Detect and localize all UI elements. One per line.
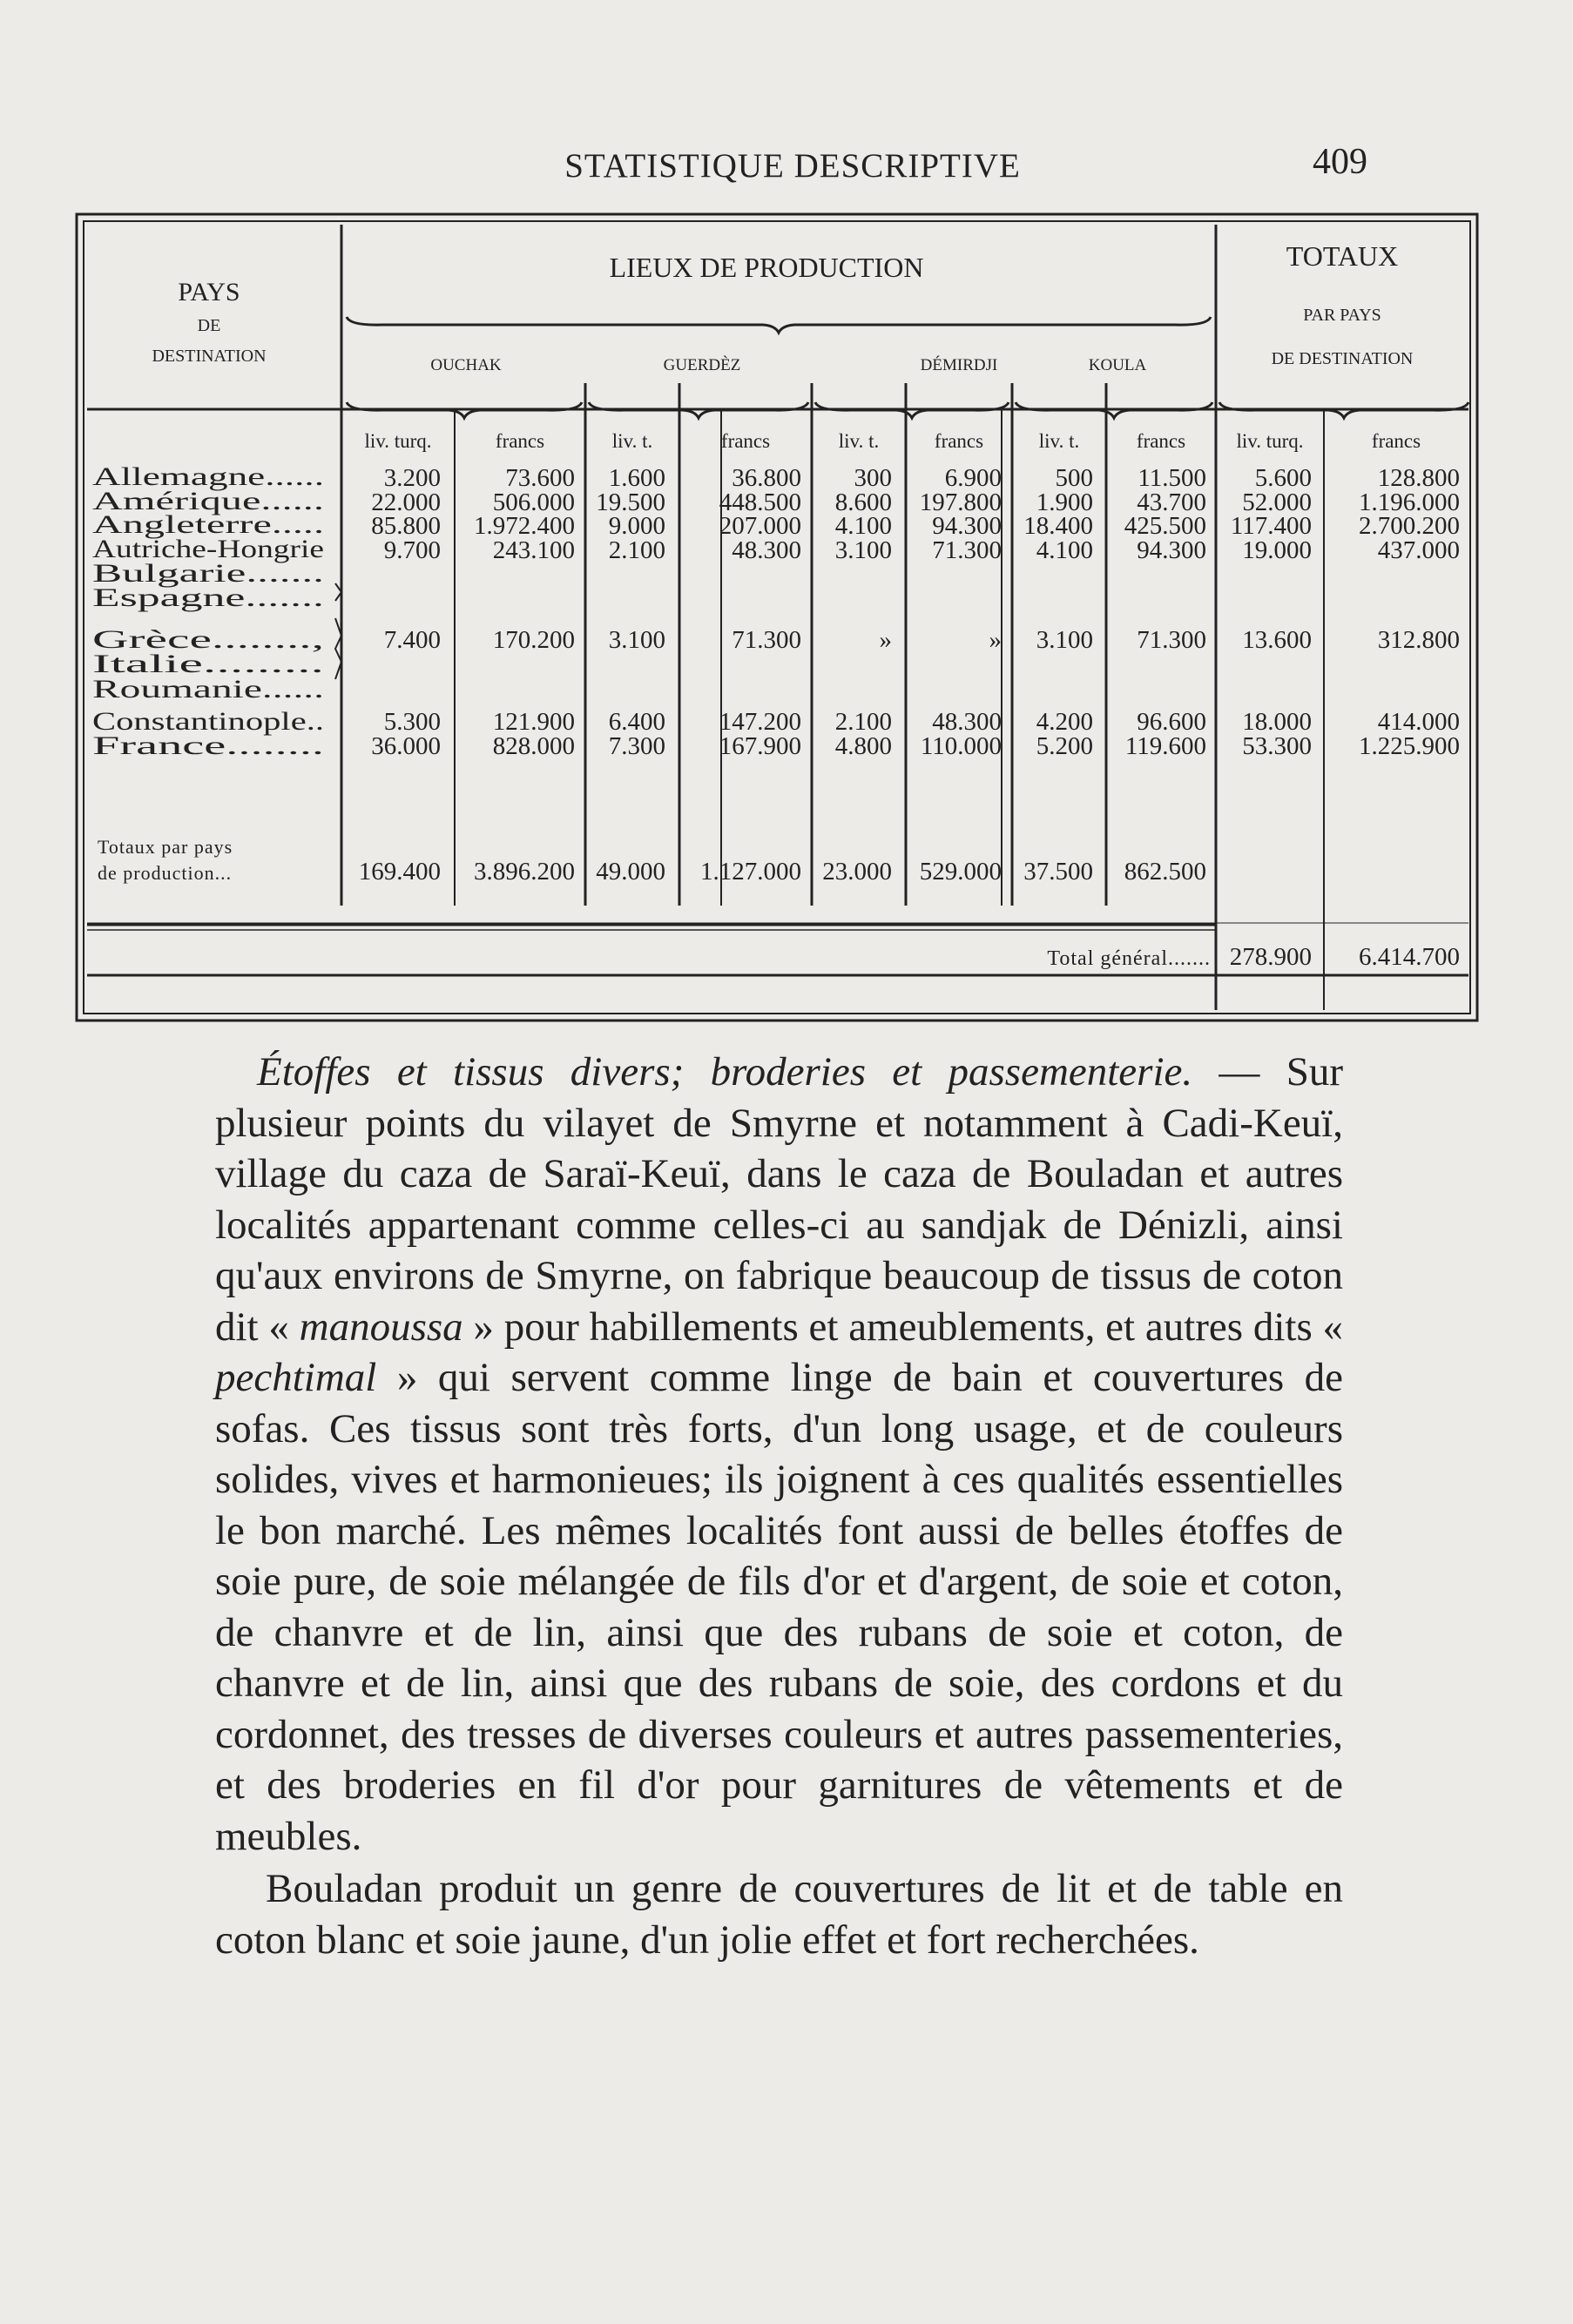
totals-cell: 1.127.000 <box>700 858 801 886</box>
running-title: STATISTIQUE DESCRIPTIVE <box>564 147 1021 185</box>
header-totaux: TOTAUX <box>1286 240 1399 272</box>
table-cell: 3.100 <box>608 626 665 654</box>
country-name: Autriche-Hongrie <box>92 535 324 563</box>
table-cell: 71.300 <box>932 536 1002 564</box>
table-cell: 2.100 <box>834 708 892 736</box>
header-de: DE <box>197 316 221 335</box>
grand-total-pounds: 278.900 <box>1229 943 1312 971</box>
header-pays: PAYS <box>178 278 240 306</box>
table-cell: 71.300 <box>732 626 801 654</box>
country-name: France........ <box>92 731 324 760</box>
term-manoussa: manoussa <box>299 1303 463 1350</box>
table-cell: 312.800 <box>1377 626 1460 654</box>
table-cell: 4.800 <box>834 732 892 760</box>
table-cell: 207.000 <box>719 512 801 540</box>
country-name: Angleterre..... <box>92 510 324 539</box>
table-cell: 53.300 <box>1242 732 1312 760</box>
country-name: Bulgarie....... <box>92 559 324 588</box>
table-cell: 2.700.200 <box>1359 512 1460 540</box>
header-par-pays: PAR PAYS <box>1303 306 1381 325</box>
table-cell: 448.500 <box>719 488 801 516</box>
totals-label: Totaux par pays <box>98 836 233 858</box>
table-cell: 11.500 <box>1138 464 1206 492</box>
table-cell: 4.100 <box>834 512 892 540</box>
table-cell: 7.300 <box>608 732 665 760</box>
header-lieux-production: LIEUX DE PRODUCTION <box>609 252 924 283</box>
unit-label: liv. turq. <box>364 430 432 452</box>
table-cell: 121.900 <box>492 708 575 736</box>
table-cell: 43.700 <box>1137 488 1206 516</box>
totals-cell: 862.500 <box>1124 858 1206 886</box>
country-name: Constantinople.. <box>92 707 324 736</box>
unit-label: francs <box>720 430 771 452</box>
table-cell: 48.300 <box>932 708 1002 736</box>
table-cell: 7.400 <box>383 626 441 654</box>
table-cell: 1.972.400 <box>474 512 575 540</box>
table-cell: 9.000 <box>608 512 665 540</box>
table-cell: 128.800 <box>1377 464 1460 492</box>
totals-cell: 529.000 <box>919 858 1002 886</box>
table-cell: 9.700 <box>383 536 441 564</box>
country-name: Roumanie...... <box>92 675 324 704</box>
table-cell: 3.200 <box>383 464 441 492</box>
table-cell: 18.400 <box>1023 512 1093 540</box>
place-header: OUCHAK <box>430 356 502 374</box>
table-cell: 52.000 <box>1242 488 1312 516</box>
unit-label: francs <box>934 430 984 452</box>
table-cell: 506.000 <box>492 488 575 516</box>
table-cell: 6.900 <box>944 464 1002 492</box>
table-cell: 6.400 <box>608 708 665 736</box>
table-cell: 19.000 <box>1242 536 1312 564</box>
paragraph-text: » pour habillements et ameublements, et autres dits « <box>462 1303 1343 1350</box>
table-cell: » <box>989 626 1002 654</box>
table-cell: 1.900 <box>1036 488 1093 516</box>
table-outer-border <box>77 214 1477 1021</box>
unit-label: liv. t. <box>611 430 653 452</box>
table-cell: 425.500 <box>1124 512 1206 540</box>
table-cell: 96.600 <box>1137 708 1206 736</box>
table-cell: 117.400 <box>1230 512 1312 540</box>
unit-label: francs <box>495 430 545 452</box>
table-cell: 500 <box>1055 464 1093 492</box>
table-cell: 119.600 <box>1124 732 1206 760</box>
table-cell: 1.196.000 <box>1359 488 1460 516</box>
table-cell: 437.000 <box>1377 536 1460 564</box>
body-text <box>215 1047 1343 1965</box>
table-cell: 5.600 <box>1254 464 1312 492</box>
paragraph-text: — Sur plusieur points du vilayet de Smyrne et notamment à Cadi-Keuï, village du caza de Saraï-Keuï, dans le caza de Bouladan et autres localités appartenant comme celles-ci au sandjak de Dénizli, ainsi qu'aux environs de Smyrne, on fabrique beaucoup de tissus de coton dit « <box>215 1049 1344 1350</box>
table-cell: 1.600 <box>608 464 665 492</box>
table-cell: 170.200 <box>492 626 575 654</box>
unit-label: francs <box>1136 430 1186 452</box>
table-cell: 4.100 <box>1036 536 1093 564</box>
country-name: Amérique...... <box>92 487 324 515</box>
grand-total-francs: 6.414.700 <box>1359 943 1460 971</box>
table-cell: 4.200 <box>1036 708 1093 736</box>
table-cell: 3.100 <box>1036 626 1093 654</box>
table-cell: 8.600 <box>834 488 892 516</box>
country-name: Grèce........, <box>92 625 324 654</box>
unit-label: liv. t. <box>1038 430 1080 452</box>
page-number: 409 <box>1313 142 1367 182</box>
totals-cell: 37.500 <box>1023 858 1093 886</box>
table-cell: 243.100 <box>492 536 575 564</box>
paragraph-etoffes <box>215 1047 1343 1862</box>
table-cell: 71.300 <box>1137 626 1206 654</box>
table-cell: 197.800 <box>919 488 1002 516</box>
table-cell: 147.200 <box>719 708 801 736</box>
place-header: KOULA <box>1088 356 1147 374</box>
paragraph-text: » qui servent comme linge de bain et couvertures de sofas. Ces tissus sont très forts, d'un long usage, et de couleurs solides, vives et harmonieues; ils joignent à ces qualités essentielles le bon marché. Les mêmes localités font aussi de belles étoffes de soie pure, de soie mélangée de fils d'or et d'argent, de soie et coton, de chanvre et de lin, ainsi que des rubans de soie et coton, de chanvre et de lin, ainsi que des rubans de soie, des cordons et du cordonnet, des tresses de diverses couleurs et autres passementeries, et des broderies en fil d'or pour garnitures de vêtements et de meubles. <box>215 1355 1343 1859</box>
table-cell: 18.000 <box>1242 708 1312 736</box>
term-pechtimal: pechtimal <box>215 1355 377 1400</box>
header-de-destination: DE DESTINATION <box>1271 349 1414 368</box>
unit-label: liv. t. <box>838 430 880 452</box>
header-destination: DESTINATION <box>152 347 267 366</box>
totals-cell: 49.000 <box>596 858 665 886</box>
place-header: GUERDÈZ <box>663 356 741 374</box>
table-cell: 22.000 <box>371 488 441 516</box>
table-cell: 19.500 <box>596 488 665 516</box>
table-cell: 73.600 <box>505 464 575 492</box>
table-cell: 300 <box>854 464 892 492</box>
totals-cell: 23.000 <box>822 858 892 886</box>
table-cell: 36.800 <box>732 464 801 492</box>
table-cell: 5.200 <box>1036 732 1093 760</box>
table-cell: 5.300 <box>383 708 441 736</box>
table-cell: 167.900 <box>719 732 801 760</box>
table-cell: 414.000 <box>1377 708 1460 736</box>
table-cell: 3.100 <box>834 536 892 564</box>
table-cell: 94.300 <box>932 512 1002 540</box>
place-header: DÉMIRDJI <box>920 356 998 374</box>
production-brace <box>347 317 1211 333</box>
paragraph-bouladan: Bouladan produit un genre de couvertures de lit et de table en coton blanc et soie jaune, d'un jolie effet et fort recherchées. <box>215 1866 1343 1963</box>
totals-cell: 3.896.200 <box>474 858 575 886</box>
table-cell: 2.100 <box>608 536 665 564</box>
grand-total-label: Total général....... <box>1047 947 1211 970</box>
country-name: Espagne....... <box>92 583 324 612</box>
table-cell: 94.300 <box>1137 536 1206 564</box>
unit-label: francs <box>1371 430 1421 452</box>
section-heading: Étoffes et tissus divers; broderies et passementerie. <box>257 1049 1193 1095</box>
table-cell: 1.225.900 <box>1359 732 1460 760</box>
country-name: Italie......... <box>92 650 324 678</box>
totals-cell: 169.400 <box>358 858 441 886</box>
table-cell: 36.000 <box>371 732 441 760</box>
table-cell: » <box>879 626 892 654</box>
unit-label: liv. turq. <box>1236 430 1304 452</box>
table-cell: 85.800 <box>371 512 441 540</box>
country-name: Allemagne...... <box>92 462 324 491</box>
table-cell: 48.300 <box>732 536 801 564</box>
table-inner-border <box>84 221 1470 1014</box>
table-cell: 828.000 <box>492 732 575 760</box>
statistics-table <box>0 0 1573 1045</box>
table-cell: 13.600 <box>1242 626 1312 654</box>
table-cell: 110.000 <box>920 732 1002 760</box>
totals-label: de production... <box>98 862 233 884</box>
